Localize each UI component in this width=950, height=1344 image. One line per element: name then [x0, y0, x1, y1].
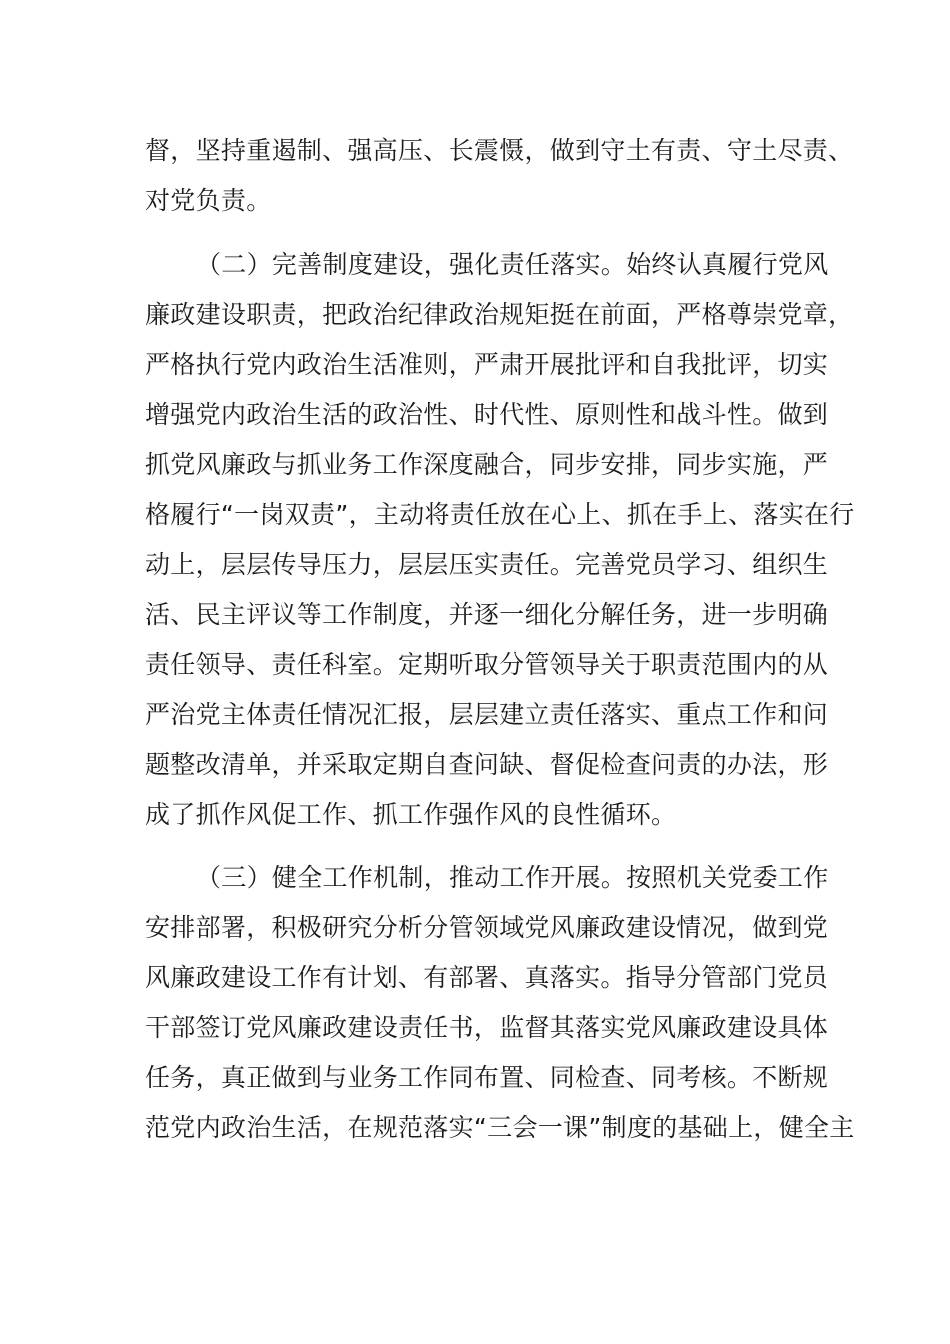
text-line: 责任领导、责任科室。定期听取分管领导关于职责范围内的从	[145, 650, 829, 679]
text-line: 成了抓作风促工作、抓工作强作风的良性循环。	[145, 800, 677, 829]
section-heading-line: （二）完善制度建设，强化责任落实。始终认真履行党风	[196, 250, 829, 279]
text-line: 督，坚持重遏制、强高压、长震慑，做到守土有责、守土尽责、	[145, 136, 854, 165]
text-line: 风廉政建设工作有计划、有部署、真落实。指导分管部门党员	[145, 963, 829, 992]
text-line: 增强党内政治生活的政治性、时代性、原则性和战斗性。做到	[145, 400, 829, 429]
text-line: 抓党风廉政与抓业务工作深度融合，同步安排，同步实施，严	[145, 450, 829, 479]
text-line: 题整改清单，并采取定期自查问缺、督促检查问责的办法，形	[145, 750, 829, 779]
text-line: 范党内政治生活，在规范落实“三会一课”制度的基础上，健全主	[145, 1113, 855, 1142]
text-line: 活、民主评议等工作制度，并逐一细化分解任务，进一步明确	[145, 600, 829, 629]
text-line: 严治党主体责任情况汇报，层层建立责任落实、重点工作和问	[145, 700, 829, 729]
text-line: 廉政建设职责，把政治纪律政治规矩挺在前面，严格尊崇党章，	[145, 300, 854, 329]
text-line: 动上，层层传导压力，层层压实责任。完善党员学习、组织生	[145, 550, 829, 579]
section-heading-line: （三）健全工作机制，推动工作开展。按照机关党委工作	[196, 863, 829, 892]
text-line: 格履行“一岗双责”，主动将责任放在心上、抓在手上、落实在行	[145, 500, 855, 529]
text-line: 任务，真正做到与业务工作同布置、同检查、同考核。不断规	[145, 1063, 829, 1092]
text-line: 对党负责。	[145, 186, 272, 215]
text-line: 干部签订党风廉政建设责任书，监督其落实党风廉政建设具体	[145, 1013, 829, 1042]
text-line: 严格执行党内政治生活准则，严肃开展批评和自我批评，切实	[145, 350, 829, 379]
text-line: 安排部署，积极研究分析分管领域党风廉政建设情况，做到党	[145, 913, 829, 942]
